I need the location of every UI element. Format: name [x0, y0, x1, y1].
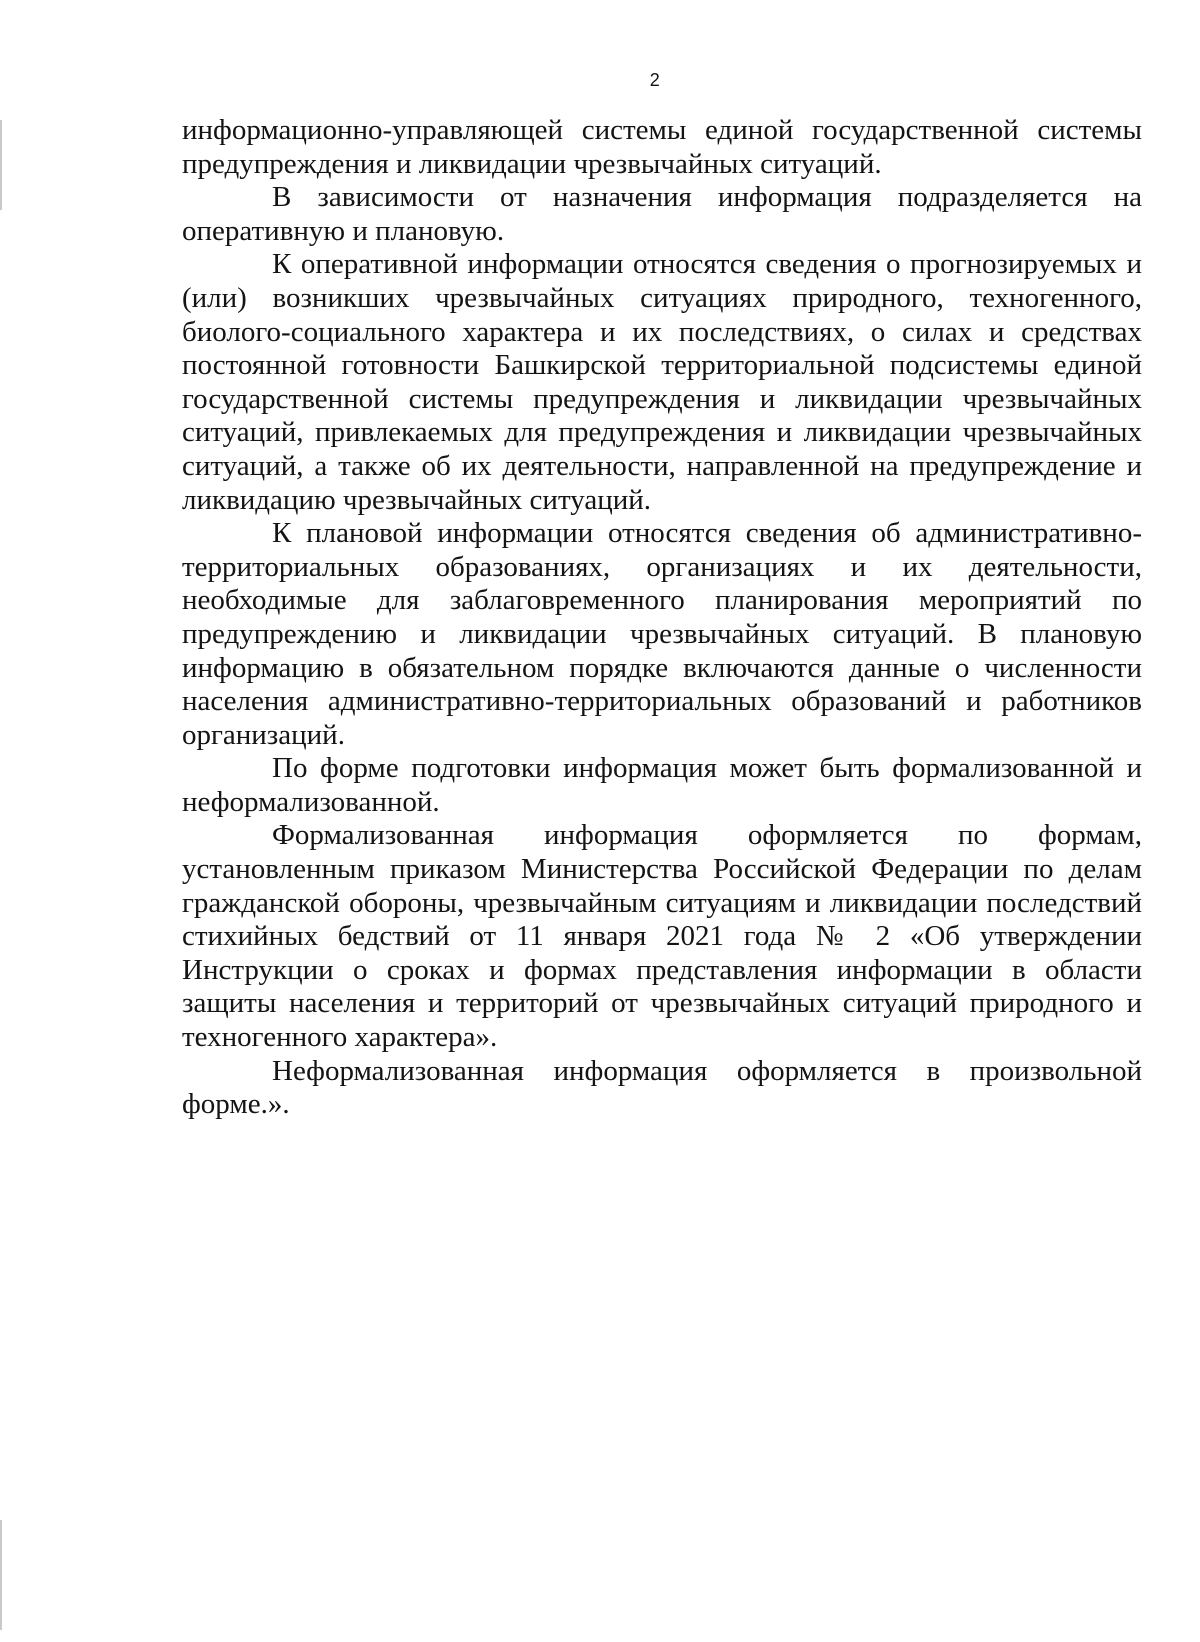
paragraph-information-purpose: В зависимости от назначения информация подразделяется на оперативную и плановую.: [182, 181, 1142, 247]
paragraph-non-formalized-information: Неформализованная информация оформляется в произвольной форме.».: [182, 1054, 1142, 1121]
page-number: 2: [649, 70, 661, 90]
paragraph-preparation-form: По форме подготовки информация может быть формализованной и неформализованной.: [182, 752, 1142, 818]
paragraph-continuation: информационно-управляющей системы единой государственной системы предупреждения и ликвидации чрезвычайных ситуаций.: [182, 114, 1142, 180]
paragraph-formalized-information: Формализованная информация оформляется по формам, установленным приказом Министерства Российской Федерации по делам гражданской обороны, чрезвычайным ситуациям и ликвидации последствий стихийных бедствий от 11 января 2021 года № 2 «Об утверждении Инструкции о сроках и формах представления информации в области защиты населения и территорий от чрезвычайных ситуаций природного и техногенного характера».: [182, 819, 1142, 1054]
scan-edge-mark: [0, 1520, 2, 1630]
scan-edge-mark: [0, 120, 2, 210]
paragraph-operational-information: К оперативной информации относятся сведения о прогнозируемых и (или) возникших чрезвычайных ситуациях природного, техногенного, биолого-социального характера и их последствиях, о силах и средствах постоянной готовности Башкирской территориальной подсистемы единой государственной системы предупреждения и ликвидации чрезвычайных ситуаций, привлекаемых для предупреждения и ликвидации чрезвычайных ситуаций, а также об их деятельности, направленной на предупреждение и ликвидацию чрезвычайных ситуаций.: [182, 248, 1142, 516]
paragraph-planned-information: К плановой информации относятся сведения об административно-территориальных образованиях, организациях и их деятельности, необходимые для заблаговременного планирования мероприятий по предупреждению и ликвидации чрезвычайных ситуаций. В плановую информацию в обязательном порядке включаются данные о численности населения административно-территориальных образований и работников организаций.: [182, 517, 1142, 751]
document-body: [182, 114, 1142, 1122]
